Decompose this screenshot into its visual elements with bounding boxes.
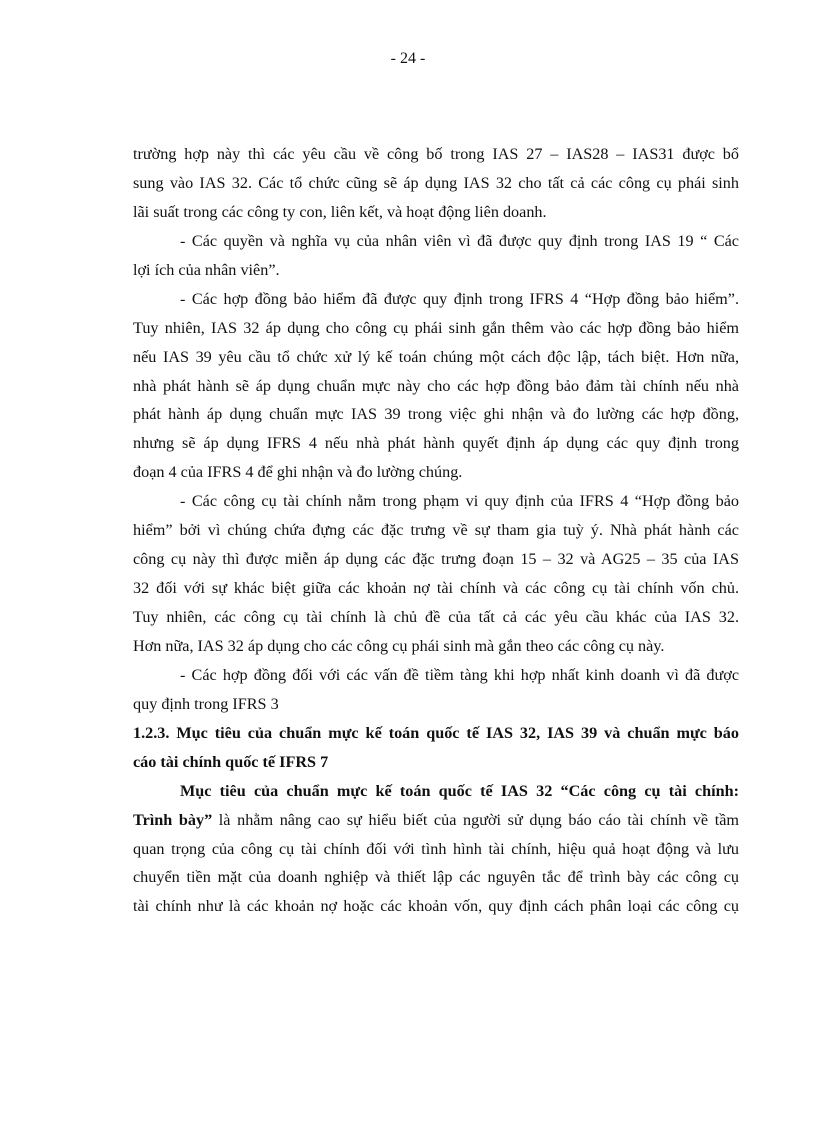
text-line: đoạn 4 của IFRS 4 để ghi nhận và đo lường chúng. xyxy=(133,463,463,482)
text-line: trường hợp này thì các yêu cầu về công bố trong IAS 27 – IAS28 – IAS31 được bổ xyxy=(133,145,739,163)
text-line: công cụ này thì được miễn áp dụng các đặc trưng đoạn 15 – 32 và AG25 – 35 của IAS xyxy=(133,550,739,569)
body-text xyxy=(133,140,739,921)
text-line: Tuy nhiên, IAS 32 áp dụng cho công cụ phái sinh gắn thêm vào các hợp đồng bảo hiểm xyxy=(133,318,739,337)
text-line: Hơn nữa, IAS 32 áp dụng cho các công cụ phái sinh mà gắn theo các công cụ này. xyxy=(133,636,665,655)
text-line: quan trọng của công cụ tài chính đối với tình hình tài chính, hiệu quả hoạt động và lưu xyxy=(133,839,739,858)
text-line: Tuy nhiên, các công cụ tài chính là chủ đề của tất cả các yêu cầu khác của IAS 32. xyxy=(133,608,739,626)
text-line: tài chính như là các khoản nợ hoặc các khoản vốn, quy định cách phân loại các công cụ xyxy=(133,897,739,916)
text-line: nhà phát hành sẽ áp dụng chuẩn mực này cho các hợp đồng bảo đảm tài chính nếu nhà xyxy=(133,376,739,395)
page-number: - 24 - xyxy=(390,50,426,67)
text-line: chuyển tiền mặt của doanh nghiệp và thiết lập các nguyên tắc để trình bày các công cụ xyxy=(133,868,739,887)
heading-line: Mục tiêu của chuẩn mực kế toán quốc tế IAS 32 “Các công cụ tài chính: xyxy=(180,781,739,800)
text-line: nhưng sẽ áp dụng IFRS 4 nếu nhà phát hành quyết định áp dụng các quy định trong xyxy=(133,434,739,453)
text-line: nếu IAS 39 yêu cầu tổ chức xử lý kế toán chúng một cách độc lập, tách biệt. Hơn nữa, xyxy=(133,347,739,366)
heading-line: 1.2.3. Mục tiêu của chuẩn mực kế toán quốc tế IAS 32, IAS 39 và chuẩn mực báo xyxy=(133,723,739,742)
text-line: phát hành áp dụng chuẩn mực IAS 39 trong việc ghi nhận và đo lường các hợp đồng, xyxy=(133,405,739,424)
text-line: lãi suất trong các công ty con, liên kết, và hoạt động liên doanh. xyxy=(133,202,547,221)
bold-phrase: Trình bày” xyxy=(133,810,213,829)
text-line: - Các hợp đồng bảo hiểm đã được quy định trong IFRS 4 “Hợp đồng bảo hiểm”. xyxy=(180,289,739,308)
text-line: 32 đối với sự khác biệt giữa các khoản nợ tài chính và các công cụ tài chính vốn chủ. xyxy=(133,579,739,598)
text-line: - Các quyền và nghĩa vụ của nhân viên vì đã được quy định trong IAS 19 “ Các xyxy=(180,231,739,250)
text-run: là nhằm nâng cao sự hiểu biết của người sử dụng báo cáo tài chính về tầm xyxy=(212,810,739,829)
text-line: hiểm” bởi vì chúng chứa đựng các đặc trưng về sự tham gia tuỳ ý. Nhà phát hành các xyxy=(133,521,739,540)
text-line: lợi ích của nhân viên”. xyxy=(133,260,280,279)
text-line: - Các công cụ tài chính nằm trong phạm vi quy định của IFRS 4 “Hợp đồng bảo xyxy=(180,492,739,511)
text-line: - Các hợp đồng đối với các vấn đề tiềm tàng khi hợp nhất kinh doanh vì đã được xyxy=(180,665,739,684)
text-line: sung vào IAS 32. Các tổ chức cũng sẽ áp dụng IAS 32 cho tất cả các công cụ phái sinh xyxy=(133,173,739,192)
text-line: quy định trong IFRS 3 xyxy=(133,694,279,713)
heading-line: cáo tài chính quốc tế IFRS 7 xyxy=(133,752,329,771)
text-line xyxy=(133,806,739,835)
